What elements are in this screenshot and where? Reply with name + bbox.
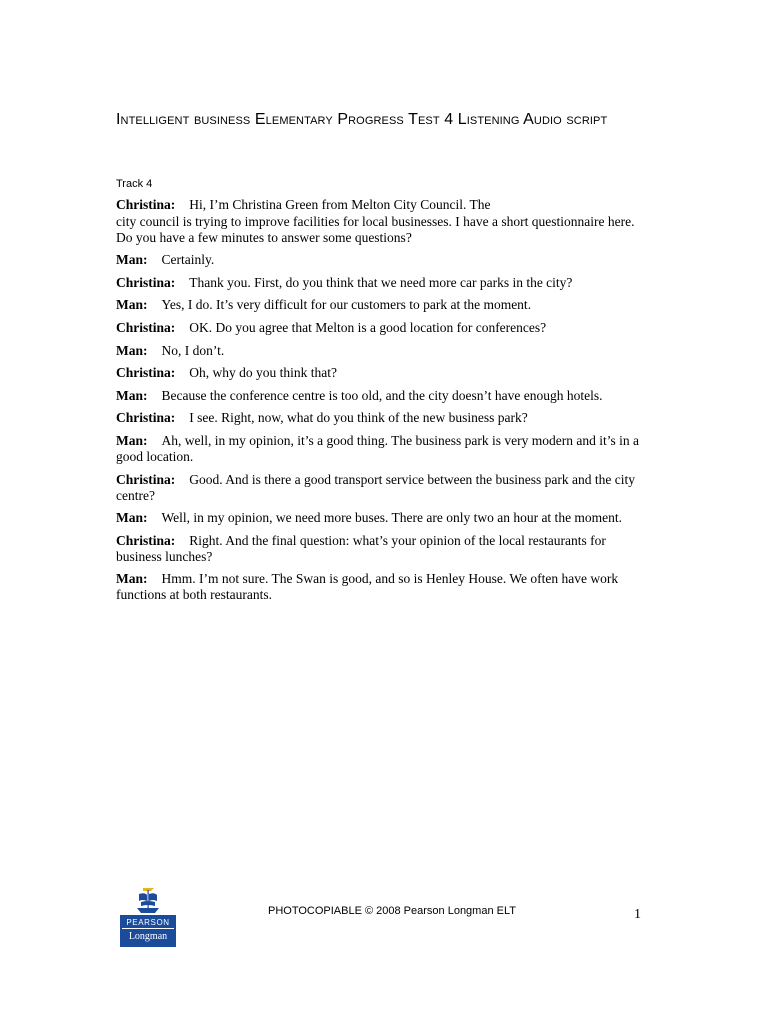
script-line bbox=[116, 533, 646, 565]
logo-imprint: Longman bbox=[128, 931, 168, 942]
script-line bbox=[116, 297, 646, 313]
script-line bbox=[116, 343, 646, 359]
line-text: I see. Right, now, what do you think of the new business park? bbox=[189, 410, 528, 426]
page-number: 1 bbox=[634, 907, 641, 922]
speaker-label: Man: bbox=[116, 571, 148, 587]
speaker-label: Man: bbox=[116, 387, 148, 403]
speaker-label: Christina: bbox=[116, 471, 176, 487]
logo-box bbox=[120, 915, 176, 947]
script-line bbox=[116, 252, 646, 268]
script-line bbox=[116, 510, 646, 526]
ship-icon bbox=[135, 886, 161, 914]
line-text: Well, in my opinion, we need more buses. There are only two an hour at the moment. bbox=[161, 510, 623, 526]
script-line bbox=[116, 197, 646, 213]
line-text: Right. And the final question: what’s your opinion of the local restaurants for business lunches? bbox=[116, 532, 610, 564]
speaker-label: Man: bbox=[116, 432, 148, 448]
script-line bbox=[116, 388, 646, 404]
audio-script bbox=[116, 197, 646, 610]
line-text: Ah, well, in my opinion, it’s a good thing. The business park is very modern and it’s in a good location. bbox=[116, 432, 643, 464]
speaker-label: Man: bbox=[116, 510, 148, 526]
logo-brand: PEARSON bbox=[122, 915, 174, 929]
script-line bbox=[116, 320, 646, 336]
script-line bbox=[116, 214, 646, 246]
line-text: city council is trying to improve facilities for local businesses. I have a short questionnaire here. Do you have a few minutes to answer some questions? bbox=[116, 213, 638, 245]
line-text: No, I don’t. bbox=[161, 342, 225, 358]
speaker-label: Man: bbox=[116, 252, 148, 268]
line-text: Yes, I do. It’s very difficult for our customers to park at the moment. bbox=[161, 297, 532, 313]
script-line bbox=[116, 472, 646, 504]
pearson-longman-logo bbox=[120, 886, 176, 948]
script-line bbox=[116, 275, 646, 291]
document-title: Intelligent business Elementary Progress Test 4 Listening Audio script bbox=[116, 111, 608, 128]
script-line bbox=[116, 433, 646, 465]
script-line bbox=[116, 410, 646, 426]
line-text: Good. And is there a good transport service between the business park and the city centre? bbox=[116, 471, 639, 503]
speaker-label: Christina: bbox=[116, 410, 176, 426]
line-text: Hi, I’m Christina Green from Melton City Council. The bbox=[189, 197, 491, 212]
line-text: Because the conference centre is too old, and the city doesn’t have enough hotels. bbox=[161, 387, 603, 403]
line-text: Thank you. First, do you think that we need more car parks in the city? bbox=[189, 274, 573, 290]
copyright-notice: PHOTOCOPIABLE © 2008 Pearson Longman ELT bbox=[268, 905, 516, 917]
line-text: Oh, why do you think that? bbox=[189, 365, 338, 381]
line-text: Hmm. I’m not sure. The Swan is good, and so is Henley House. We often have work functions at both restaurants. bbox=[116, 571, 622, 603]
speaker-label: Man: bbox=[116, 342, 148, 358]
speaker-label: Christina: bbox=[116, 319, 176, 335]
speaker-label: Christina: bbox=[116, 532, 176, 548]
speaker-label: Christina: bbox=[116, 274, 176, 290]
speaker-label: Christina: bbox=[116, 197, 176, 212]
script-line bbox=[116, 365, 646, 381]
script-line bbox=[116, 571, 646, 603]
line-text: OK. Do you agree that Melton is a good location for conferences? bbox=[189, 319, 547, 335]
speaker-label: Man: bbox=[116, 297, 148, 313]
speaker-label: Christina: bbox=[116, 365, 176, 381]
track-label: Track 4 bbox=[116, 178, 153, 190]
line-text: Certainly. bbox=[161, 252, 215, 268]
